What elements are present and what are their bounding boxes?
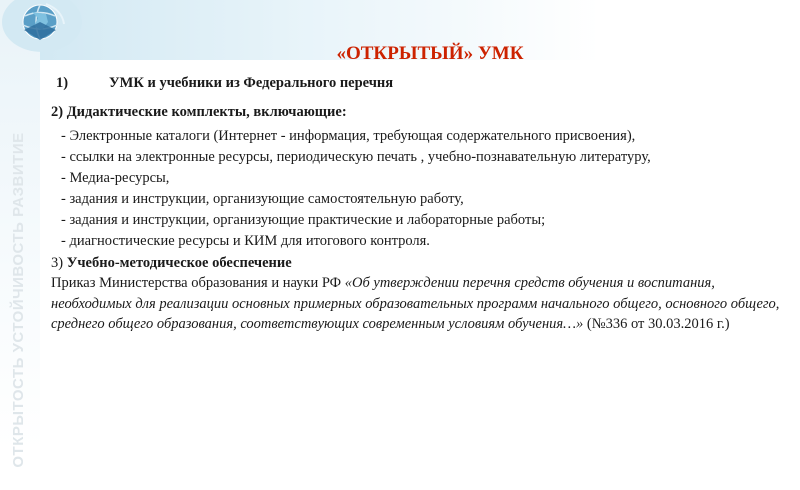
- order-ref: (№336 от 30.03.2016 г.): [583, 316, 730, 332]
- section2-heading: 2) Дидактические комплекты, включающие:: [51, 104, 347, 120]
- item1-text: УМК и учебники из Федерального перечня: [109, 75, 394, 91]
- list-item: - задания и инструкции, организующие самостоятельную работу,: [61, 191, 464, 207]
- section3-number: 3): [51, 255, 67, 271]
- section3-heading: Учебно-методическое обеспечение: [66, 255, 292, 271]
- list-item: - Электронные каталоги (Интернет - информация, требующая содержательного присвоения),: [61, 128, 636, 144]
- order-title: «Об утверждении перечня средств обучения и воспитания, необходимых для реализации основных примерных образовательных программ начального общего, основного общего, среднего общего образования, соответствующих современным условиям обучения…»: [51, 275, 780, 332]
- side-tagline: ОТКРЫТОСТЬ УСТОЙЧИВОСТЬ РАЗВИТИЕ: [10, 132, 27, 468]
- order-paragraph: [51, 273, 791, 335]
- section3-title: [51, 253, 292, 273]
- list-item: - Медиа-ресурсы,: [61, 170, 170, 186]
- list-item: - диагностические ресурсы и КИМ для итогового контроля.: [61, 233, 430, 249]
- item1-number: 1): [56, 75, 69, 91]
- order-prefix: Приказ Министерства образования и науки РФ: [51, 275, 345, 291]
- page-title: «ОТКРЫТЫЙ» УМК: [336, 43, 524, 64]
- list-item: - ссылки на электронные ресурсы, периодическую печать , учебно-познавательную литературу,: [61, 149, 651, 165]
- list-item: - задания и инструкции, организующие практические и лабораторные работы;: [61, 212, 546, 228]
